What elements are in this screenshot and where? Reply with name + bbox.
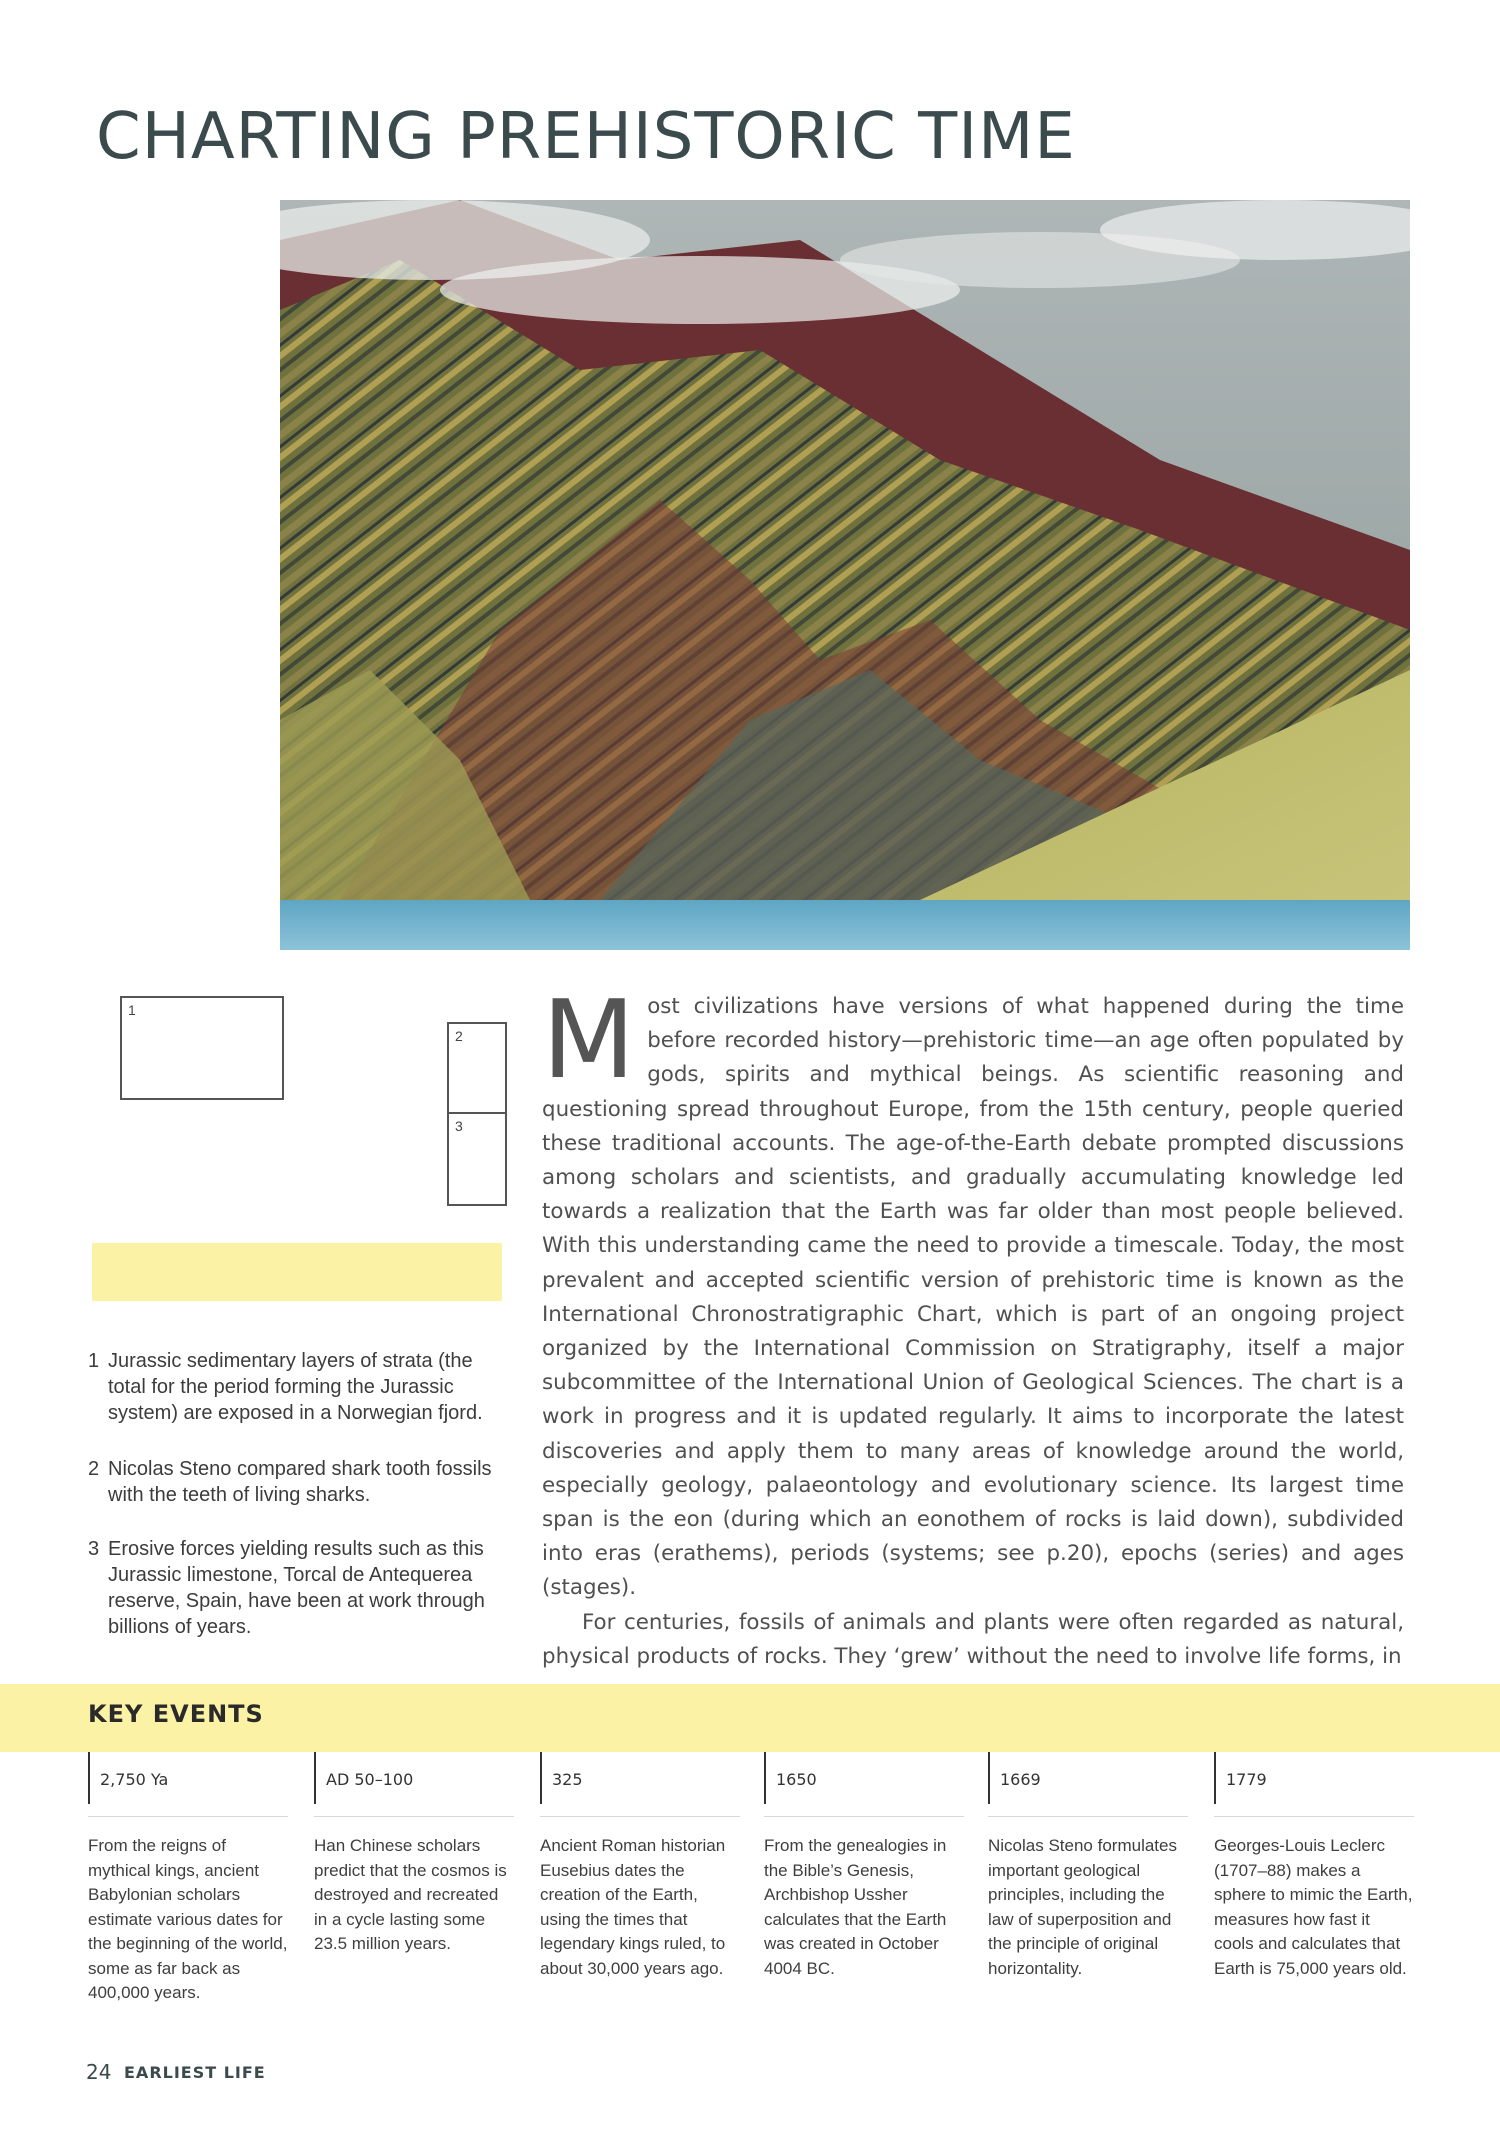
- page-title: CHARTING PREHISTORIC TIME: [96, 100, 1076, 174]
- event-text: Ancient Roman historian Eusebius dates the creation of the Earth, using the times that legendary kings ruled, to about 30,000 years ago.: [540, 1836, 726, 1978]
- timeline-tick: [540, 1752, 542, 1804]
- event-text: Georges-Louis Leclerc (1707–88) makes a sphere to mimic the Earth, measures how fast it cools and calculates that Earth is 75,000 years old.: [1214, 1836, 1413, 1978]
- caption-number: 3: [88, 1538, 100, 1560]
- event-date: 1669: [1000, 1770, 1041, 1789]
- caption-2: [88, 1456, 508, 1508]
- event-text: Nicolas Steno formulates important geological principles, including the law of superposition and the principle of original horizontality.: [988, 1836, 1177, 1978]
- caption-number: 2: [88, 1458, 100, 1480]
- caption-text: Erosive forces yielding results such as this Jurassic limestone, Torcal de Antequerea reserve, Spain, have been at work through billions of years.: [108, 1538, 485, 1638]
- locator-box-3: [447, 1112, 507, 1206]
- caption-text: Nicolas Steno compared shark tooth fossils with the teeth of living sharks.: [108, 1458, 492, 1506]
- fjord-strata-illustration: [280, 200, 1410, 950]
- event-date: 2,750 Ya: [100, 1770, 169, 1789]
- timeline-tick: [314, 1752, 316, 1804]
- event-date: 325: [552, 1770, 583, 1789]
- article-paragraph-1-text: ost civilizations have versions of what happened during the time before recorded history—prehistoric time—an age often populated by gods, spirits and mythical beings. As scientific reasoning and questioning spread throughout Europe, from the 15th century, people queried these traditional accounts. The age-of-the-Earth debate prompted discussions among scholars and scientists, and gradually accumulating knowledge led towards a realization that the Earth was far older than most people believed. With this understanding came the need to provide a timescale. Today, the most prevalent and accepted scientific version of prehistoric time is known as the International Chronostratigraphic Chart, which is part of an ongoing project organized by the International Commission on Stratigraphy, itself a major subcommittee of the International Union of Geological Sciences. The chart is a work in progress and it is updated regularly. It aims to incorporate the latest discoveries and apply them to many areas of knowledge around the world, especially geology, palaeontology and evolutionary science. Its largest time span is the eon (during which an eonothem of rocks is laid down), subdivided into eras (erathems), periods (systems; see p.20), epochs (series) and ages (stages).: [542, 994, 1404, 1601]
- caption-1: [88, 1348, 508, 1426]
- event-text: From the genealogies in the Bible’s Genesis, Archbishop Ussher calculates that the Earth was created in October 4004 BC.: [764, 1836, 947, 1978]
- drop-cap: M: [542, 978, 636, 1103]
- timeline-tick: [1214, 1752, 1216, 1804]
- caption-highlight-band: [92, 1243, 502, 1301]
- locator-number: 2: [455, 1028, 463, 1044]
- event-divider: [764, 1816, 964, 1817]
- key-events-band: [0, 1684, 1500, 1752]
- page-number: 24: [86, 2060, 112, 2084]
- locator-number: 1: [128, 1002, 136, 1018]
- event-divider: [988, 1816, 1188, 1817]
- timeline-tick: [988, 1752, 990, 1804]
- event-date: 1650: [776, 1770, 817, 1789]
- article-body: [542, 978, 1404, 1674]
- event-divider: [314, 1816, 514, 1817]
- section-name: EARLIEST LIFE: [124, 2063, 266, 2082]
- article-paragraph-1: [542, 978, 1404, 1606]
- locator-number: 3: [455, 1118, 463, 1134]
- event-divider: [540, 1816, 740, 1817]
- event-text: From the reigns of mythical kings, ancient Babylonian scholars estimate various dates for the beginning of the world, some as far back as 400,000 years.: [88, 1836, 288, 2002]
- event-divider: [88, 1816, 288, 1817]
- event-text: Han Chinese scholars predict that the cosmos is destroyed and recreated in a cycle lasting some 23.5 million years.: [314, 1836, 507, 1953]
- caption-number: 1: [88, 1350, 100, 1372]
- locator-box-1: [120, 996, 284, 1100]
- event-date: AD 50–100: [326, 1770, 414, 1789]
- event-divider: [1214, 1816, 1414, 1817]
- key-events-label: KEY EVENTS: [88, 1700, 264, 1728]
- caption-3: [88, 1536, 508, 1640]
- caption-text: Jurassic sedimentary layers of strata (the total for the period forming the Jurassic system) are exposed in a Norwegian fjord.: [108, 1350, 483, 1424]
- event-date: 1779: [1226, 1770, 1267, 1789]
- timeline-tick: [764, 1752, 766, 1804]
- fjord-strata-photo: [280, 200, 1410, 950]
- timeline-tick: [88, 1752, 90, 1804]
- article-paragraph-2: For centuries, fossils of animals and plants were often regarded as natural, physical products of rocks. They ‘grew’ without the need to involve life forms, in: [542, 1609, 1404, 1669]
